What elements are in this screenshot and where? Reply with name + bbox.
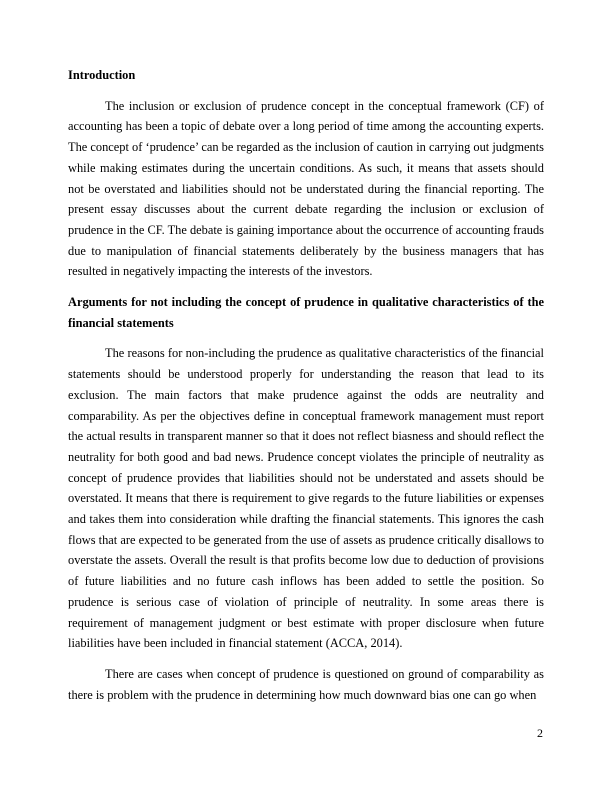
page-number: 2 (537, 726, 543, 740)
paragraph-arguments-1: The reasons for non-including the prudence as qualitative characteristics of the financial statements should be understood properly for understanding the reason that lead to its exclusion. The main factors that make prudence against the odds are neutrality and comparability. As per the objectives define in conceptual framework management must report the actual results in transparent manner so that it does not reflect biasness and should reflect the neutrality for both good and bad news. Prudence concept violates the principle of neutrality as concept of prudence provides that liabilities should not be understated and assets should be overstated. It means that there is requirement to give regards to the future liabilities or expenses and takes them into consideration while drafting the financial statements. This ignores the cash flows that are expected to be generated from the use of assets as prudence critically disallows to overstate the assets. Overall the result is that profits become low due to deduction of provisions of future liabilities and no future cash inflows has been added to settle the position. So prudence is serious case of violation of principle of neutrality. In some areas there is requirement of management judgment or best estimate with proper disclosure when future liabilities have been included in financial statement (ACCA, 2014). (68, 346, 544, 651)
section-heading-introduction: Introduction (68, 68, 136, 82)
paragraph-arguments-2: There are cases when concept of prudence is questioned on ground of comparability as there is problem with the prudence in determining how much downward bias one can go when (68, 666, 544, 702)
paragraph-introduction: The inclusion or exclusion of prudence concept in the conceptual framework (CF) of accounting has been a topic of debate over a long period of time among the accounting experts. The concept of ‘prudence’ can be regarded as the inclusion of caution in carrying out judgments while making estimates during the uncertain conditions. As such, it means that assets should not be overstated and liabilities should not be understated during the financial reporting. The present essay discusses about the current debate regarding the inclusion or exclusion of prudence in the CF. The debate is gaining importance about the occurrence of accounting frauds due to manipulation of financial statements deliberately by the business managers that has resulted in negatively impacting the interests of the investors. (68, 98, 544, 279)
section-heading-arguments: Arguments for not including the concept of prudence in qualitative characteristics of the financial statements (68, 295, 544, 330)
document-body (68, 65, 544, 715)
